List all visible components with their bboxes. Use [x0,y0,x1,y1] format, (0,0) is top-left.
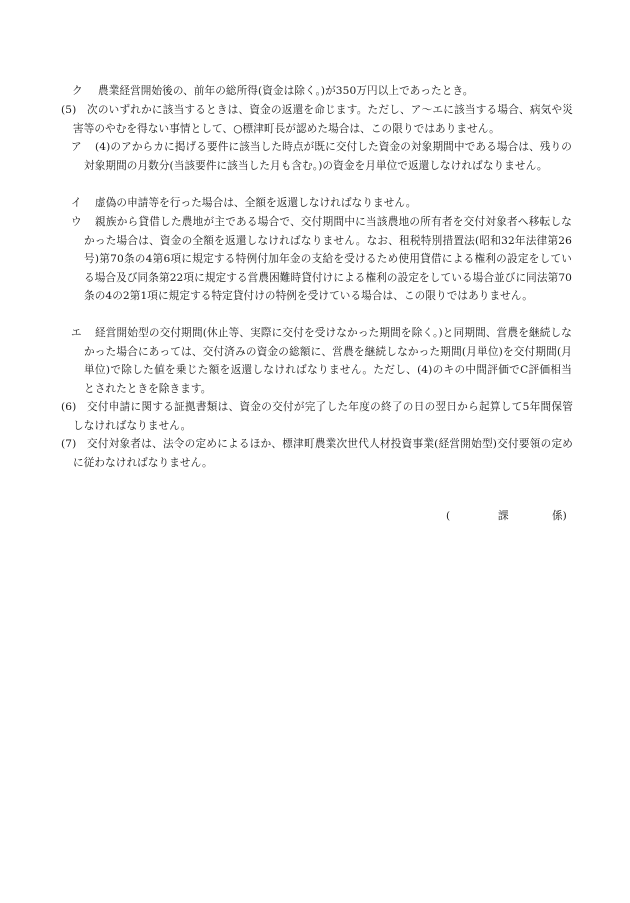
item-text: 次のいずれかに該当するときは、資金の返還を命じます。ただし、ア〜エに該当する場合、病気や災害等のやむを得ない事情として、○標津町長が認めた場合は、この限りではありません。 [73,104,573,135]
item-text: 農業経営開始後の、前年の総所得(資金は除く。)が350万円以上であったとき。 [98,85,474,97]
item-text: 虚偽の申請等を行った場合は、全額を返還しなければなりません。 [95,197,417,209]
item-marker: (7) [61,438,77,450]
item-a [0,138,630,175]
item-ku [0,82,630,101]
item-i [0,194,630,213]
item-u [0,213,630,306]
item-marker: (5) [61,104,77,116]
footer-ka: 課 [498,510,509,522]
item-6 [0,398,630,435]
item-marker: エ [71,327,82,339]
item-marker: ア [71,141,82,153]
item-marker: ウ [71,216,82,228]
item-7 [0,435,630,472]
item-text: (4)のアからカに掲げる要件に該当した時点が既に交付した資金の対象期間中である場合は、残りの対象期間の月数分(当該要件に該当した月も含む。)の資金を月単位で返還しなければなりません。 [84,141,572,172]
item-text: 交付申請に関する証拠書類は、資金の交付が完了した年度の終了の日の翌日から起算して5年間保管しなければなりません。 [73,401,573,432]
footer-kakari: 係) [552,510,567,522]
item-text: 親族から貸借した農地が主である場合で、交付期間中に当該農地の所有者を交付対象者へ移転しなかった場合は、資金の全額を返還しなければなりません。なお、租税特別措置法(昭和32年法律第26号)第70条の4第6項に規定する特例付加年金の支給を受けるため使用貸借による権利の設定をしている場合及び同条第22項に規定する営農困難時貸付けによる権利の設定をしている場合並びに同法第70条の4の2第1項に規定する特定貸付けの特例を受けている場合は、この限りではありません。 [84,216,572,303]
item-5 [0,101,630,138]
item-marker: イ [71,197,82,209]
item-marker: ク [72,85,83,97]
footer-open-paren: ( [446,510,451,522]
item-text: 経営開始型の交付期間(休止等、実際に交付を受けなかった期間を除く。)と同期間、営農を継続しなかった場合にあっては、交付済みの資金の総額に、営農を継続しなかった期間(月単位)を交付期間(月単位)で除した値を乗じた額を返還しなければなりません。ただし、(4)のキの中間評価でC評価相当とされたときを除きます。 [84,327,572,395]
item-marker: (6) [61,401,77,413]
item-e [0,324,630,398]
item-text: 交付対象者は、法令の定めによるほか、標津町農業次世代人材投資事業(経営開始型)交付要領の定めに従わなければなりません。 [73,438,573,469]
